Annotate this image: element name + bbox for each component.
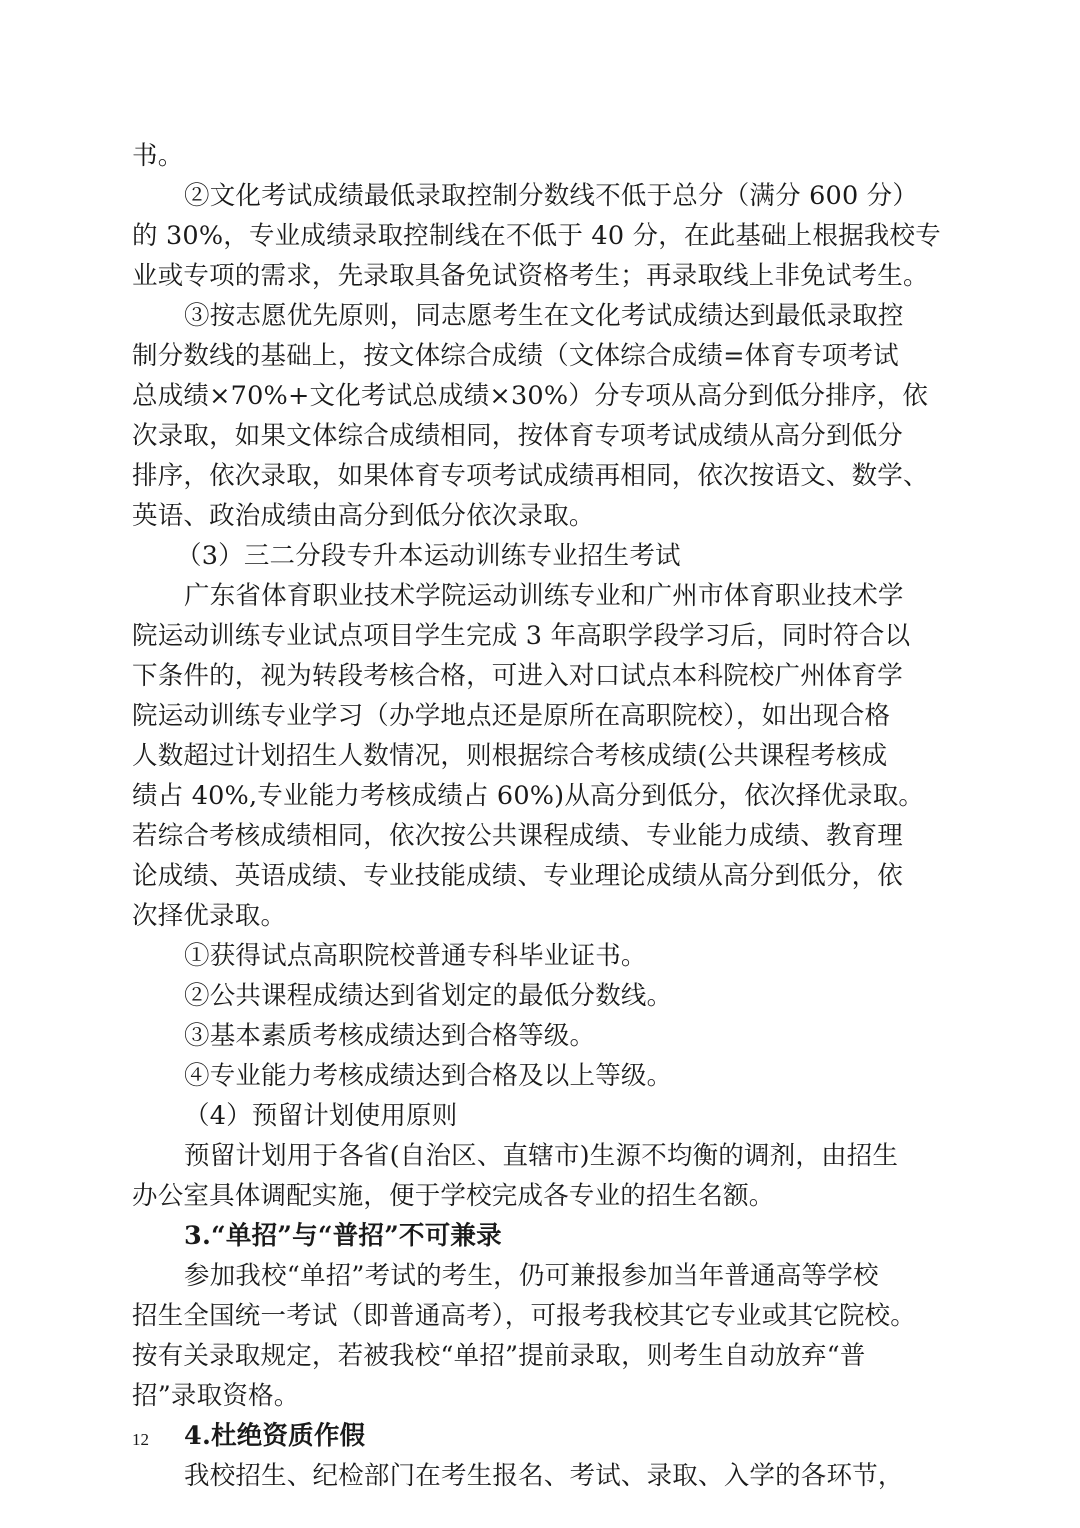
paragraph-line: 制分数线的基础上，按文体综合成绩（文体综合成绩=体育专项考试 — [132, 341, 899, 371]
paragraph-line: 人数超过计划招生人数情况，则根据综合考核成绩(公共课程考核成 — [132, 741, 888, 771]
paragraph-line: （3）三二分段专升本运动训练专业招生考试 — [176, 541, 681, 571]
paragraph-line: 次录取，如果文体综合成绩相同，按体育专项考试成绩从高分到低分 — [132, 421, 904, 451]
paragraph-line: 按有关录取规定，若被我校“单招”提前录取，则考生自动放弃“普 — [132, 1341, 866, 1371]
paragraph-line: 我校招生、纪检部门在考生报名、考试、录取、入学的各环节， — [184, 1461, 904, 1491]
paragraph-line: 招生全国统一考试（即普通高考），可报考我校其它专业或其它院校。 — [132, 1301, 916, 1331]
paragraph-line: 排序，依次录取，如果体育专项考试成绩再相同，依次按语文、数学、 — [132, 461, 929, 491]
section-heading-line: 4.杜绝资质作假 — [184, 1421, 366, 1451]
paragraph-line: 广东省体育职业技术学院运动训练专业和广州市体育职业技术学 — [184, 581, 904, 611]
paragraph-line: 业或专项的需求，先录取具备免试资格考生；再录取线上非免试考生。 — [132, 261, 929, 291]
paragraph-line: ③基本素质考核成绩达到合格等级。 — [184, 1021, 596, 1051]
paragraph-line: ①获得试点高职院校普通专科毕业证书。 — [184, 941, 647, 971]
paragraph-line: 论成绩、英语成绩、专业技能成绩、专业理论成绩从高分到低分，依 — [132, 861, 904, 891]
paragraph-line: 若综合考核成绩相同，依次按公共课程成绩、专业能力成绩、教育理 — [132, 821, 904, 851]
paragraph-line: 的 30%，专业成绩录取控制线在不低于 40 分，在此基础上根据我校专 — [132, 221, 941, 251]
paragraph-line: ②文化考试成绩最低录取控制分数线不低于总分（满分 600 分） — [184, 181, 919, 211]
paragraph-line: 书。 — [132, 141, 184, 171]
paragraph-line: 院运动训练专业学习（办学地点还是原所在高职院校），如出现合格 — [132, 701, 891, 731]
paragraph-line: （4）预留计划使用原则 — [184, 1101, 458, 1131]
paragraph-line: 次择优录取。 — [132, 901, 287, 931]
paragraph-line: 绩占 40%,专业能力考核成绩占 60%)从高分到低分，依次择优录取。 — [132, 781, 925, 811]
paragraph-line: 院运动训练专业试点项目学生完成 3 年高职学段学习后，同时符合以 — [132, 621, 911, 651]
section-heading-line: 3.“单招”与“普招”不可兼录 — [184, 1221, 502, 1251]
paragraph-line: 总成绩×70%+文化考试总成绩×30%）分专项从高分到低分排序，依 — [132, 381, 929, 411]
document-body — [132, 136, 972, 1496]
paragraph-line: ②公共课程成绩达到省划定的最低分数线。 — [184, 981, 673, 1011]
paragraph-line: ④专业能力考核成绩达到合格及以上等级。 — [184, 1061, 673, 1091]
paragraph-line: 参加我校“单招”考试的考生，仍可兼报参加当年普通高等学校 — [184, 1261, 879, 1291]
paragraph-line: 英语、政治成绩由高分到低分依次录取。 — [132, 501, 595, 531]
paragraph-line: 预留计划用于各省(自治区、直辖市)生源不均衡的调剂，由招生 — [184, 1141, 899, 1171]
paragraph-line: 招”录取资格。 — [132, 1381, 300, 1411]
page-number: 12 — [132, 1430, 149, 1449]
paragraph-line: ③按志愿优先原则，同志愿考生在文化考试成绩达到最低录取控 — [184, 301, 904, 331]
paragraph-line: 办公室具体调配实施，便于学校完成各专业的招生名额。 — [132, 1181, 775, 1211]
paragraph-line: 下条件的，视为转段考核合格，可进入对口试点本科院校广州体育学 — [132, 661, 904, 691]
